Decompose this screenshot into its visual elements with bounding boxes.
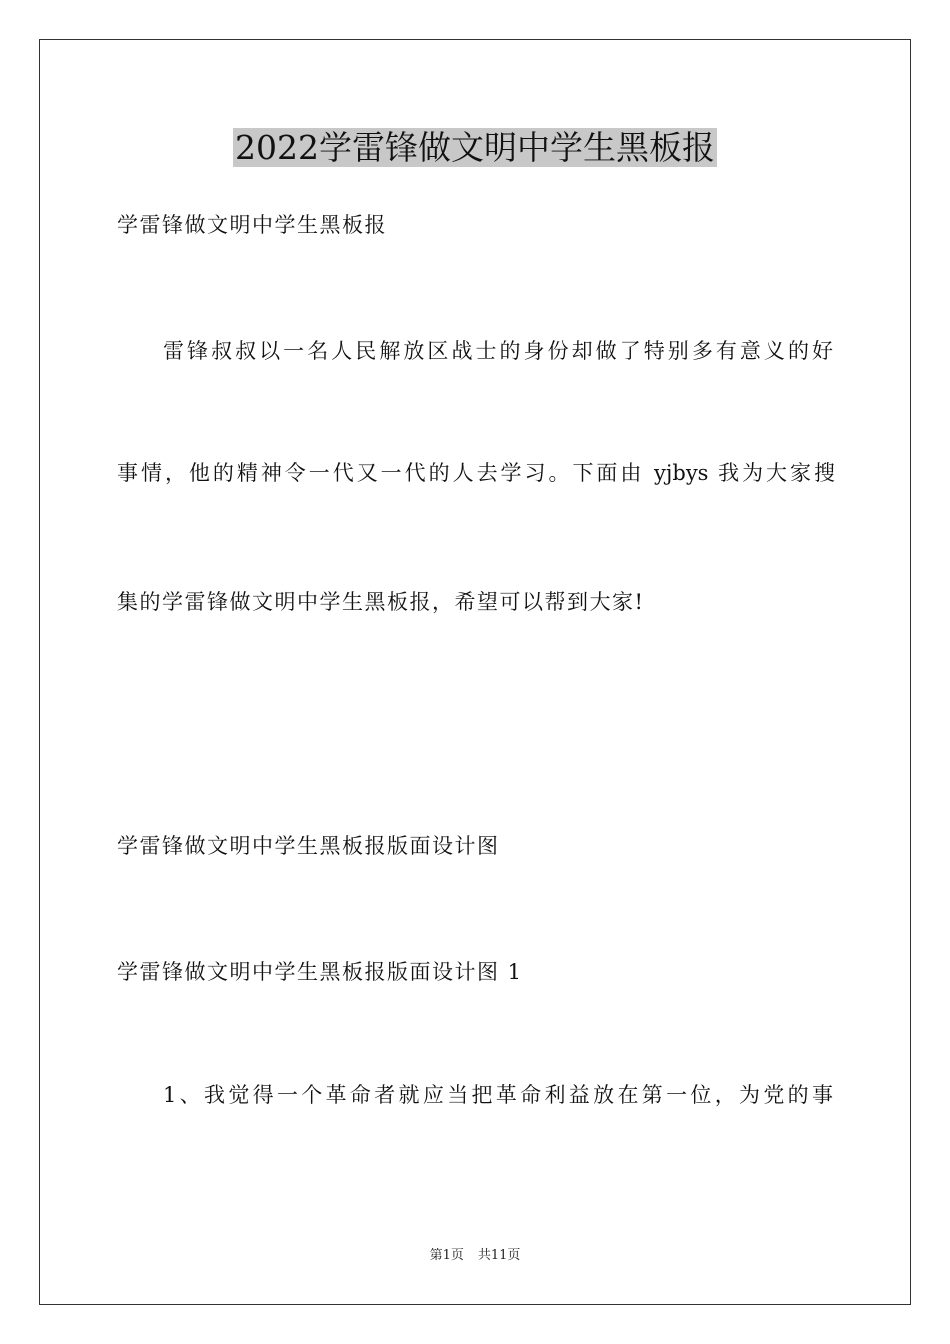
page-total: 共11页 — [477, 1248, 521, 1263]
document-title-text: 2022学雷锋做文明中学生黑板报 — [235, 128, 715, 167]
paragraph-line: 集的学雷锋做文明中学生黑板报，希望可以帮到大家! — [117, 590, 645, 614]
page-number: 第1页 — [429, 1248, 464, 1263]
paragraph-line: 事情，他的精神令一代又一代的人去学习。下面由 yjbys 我为大家搜 — [117, 461, 835, 485]
page-footer — [0, 1247, 950, 1265]
document-title — [0, 128, 950, 168]
section-heading: 学雷锋做文明中学生黑板报版面设计图 — [117, 834, 500, 858]
paragraph-heading: 学雷锋做文明中学生黑板报 — [117, 213, 387, 237]
paragraph-line: 1、我觉得一个革命者就应当把革命利益放在第一位，为党的事 — [163, 1083, 833, 1107]
paragraph-line: 雷锋叔叔以一名人民解放区战士的身份却做了特别多有意义的好 — [163, 339, 833, 363]
subsection-heading: 学雷锋做文明中学生黑板报版面设计图 1 — [117, 960, 523, 984]
